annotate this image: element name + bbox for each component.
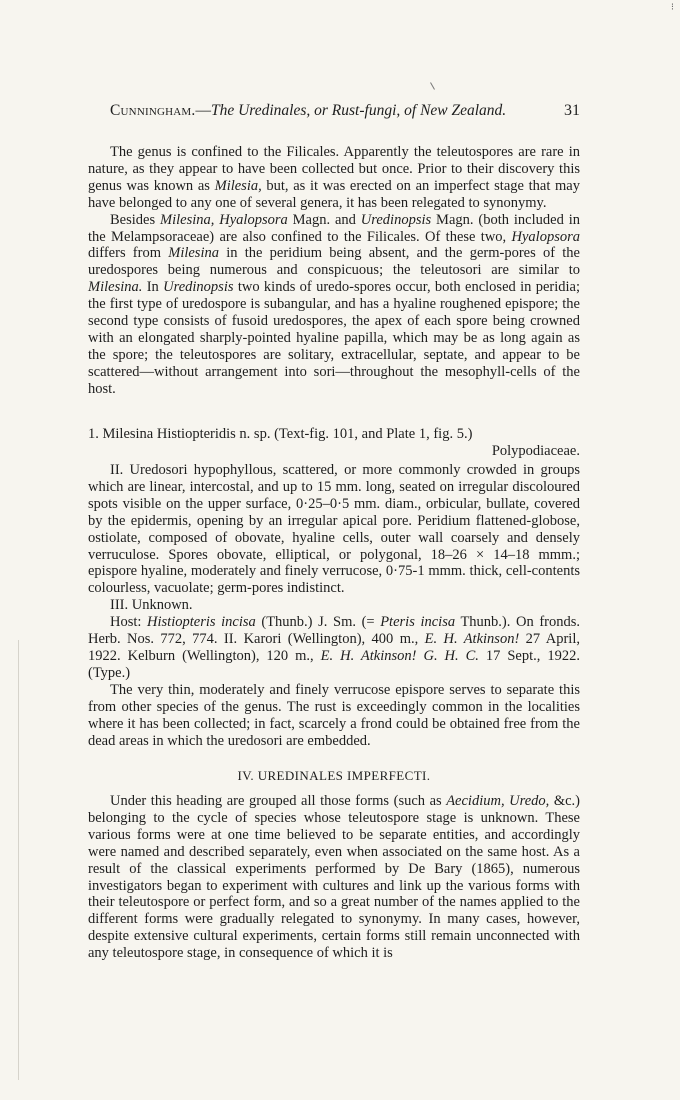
text-run: two kinds of uredo-spores occur, both enclosed in peridia; the first type of uredospore is subangular, and has a hyaline roughened epispore; the second type consists of fusoid uredospores, the apex of each spore being crowned with an elongated sharply-pointed hyaline papilla, which may be as long again as the spore; the teleutospores are solitary, extracellular, septate, and appear to be scattered—without arrangement into sori—throughout the mesophyll-cells of the host. (88, 279, 580, 397)
text-run: III. Unknown. (110, 597, 193, 614)
text-run: Magn. (both included in the Melampsoraceae) are also confined to the Filicales. Of these two, (88, 211, 580, 245)
text-run: but, as it was erected on an imperfect stage that may have belonged to any one of several genera, it has been relegated to synonymy. (88, 177, 580, 211)
italic-run: E. H. Atkinson! G. H. C. (320, 647, 479, 664)
species-family: Polypodiaceae. (491, 442, 580, 459)
italic-run: Milesia, (214, 177, 262, 194)
text-run: (Thunb.) J. Sm. (= (255, 614, 381, 631)
paragraph-imperfecti (88, 793, 580, 962)
text-run: Besides (110, 211, 160, 228)
text-run: The very thin, moderately and finely verrucose epispore serves to separate this from other species of the genus. The rust is exceedingly common in the localities where it has been collected; in fact, scarcely a frond could be obtained free from the dead areas in which the uredosori are embedded. (88, 681, 580, 749)
running-header (110, 102, 580, 120)
italic-run: Aecidium, Uredo, (446, 793, 550, 809)
text-run: Under this heading are grouped all those forms (such as (110, 793, 447, 809)
text-run: 27 April, 1922. Kelburn (Wellington), 120 m., (88, 631, 580, 664)
italic-run: Milesina (168, 245, 219, 262)
text-run: Host: (110, 614, 148, 631)
scan-mark (430, 82, 435, 89)
paragraph-unknown (88, 597, 580, 614)
species-description-block (88, 462, 580, 749)
section-heading: IV. UREDINALES IMPERFECTI. (237, 768, 431, 783)
intro-text-block (88, 144, 580, 398)
paragraph-genus (88, 144, 580, 212)
margin-rule (18, 640, 19, 1080)
text-run: The genus is confined to the Filicales. Apparently the teleutospores are rare in nature, as they appear to have been collected but once. Prior to their discovery this genus was known as (88, 144, 580, 194)
header-journal-title: The Uredinales, or Rust-fungi, of New Zealand. (210, 102, 507, 119)
text-run: 17 Sept., 1922. (Type.) (88, 647, 580, 681)
text-run: &c.) belonging to the cycle of species whose teleutospore stage is unknown. These various forms were at one time believed to be separate entities, and accordingly were named and described separately, even when associated on the same host. As a result of the classical experiments performed by De Bary (1865), numerous investigators began to experiment with cultures and link up the various forms with their teleutospore or perfect form, and so a great number of the names applied to the different forms were gradually relegated to synonymy. In many cases, however, despite extensive cultural experiments, certain forms still remain unconnected with any teleutospore stage, in consequence of which it is (88, 793, 580, 962)
species-heading-block (88, 426, 580, 460)
text-run: Magn. and (287, 211, 361, 228)
italic-run: E. H. Atkinson! (424, 631, 520, 648)
imperfecti-text-block (88, 793, 580, 962)
italic-run: Hyalopsora (511, 228, 580, 245)
italic-run: Uredinopsis (163, 279, 234, 296)
italic-run: Milesina. (88, 279, 143, 296)
italic-run: Histiopteris incisa (147, 614, 256, 631)
text-run: in the peridium being absent, and the germ-pores of the uredospores being numerous and conspicuous; the teleutosori are similar to (88, 245, 580, 279)
text-run: differs from (88, 245, 169, 262)
italic-run: Uredinopsis (360, 211, 432, 228)
species-heading: 1. Milesina Histiopteridis n. sp. (Text-fig. 101, and Plate 1, fig. 5.) (88, 426, 473, 442)
page-number: 31 (564, 102, 580, 119)
paragraph-besides (88, 212, 580, 398)
paragraph-host (88, 614, 580, 682)
text-run: In (142, 279, 164, 296)
text-run: Thunb.). On fronds. Herb. Nos. 772, 774. II. Karori (Wellington), 400 m., (88, 614, 580, 648)
paragraph-epispore (88, 682, 580, 750)
text-run: II. Uredosori hypophyllous, scattered, or more commonly crowded in groups which are linear, intercostal, and up to 15 mm. long, seated on irregular discoloured spots visible on the upper surface, 0·25–0·5 mm. diam., orbicular, bullate, covered by the epidermis, opening by an irregular apical pore. Peridium flattened-globose, ostiolate, composed of obovate, hyaline cells, outer wall coarsely and densely verruculose. Spores obovate, elliptical, or polygonal, 18–26 × 14–18 mmm.; epispore hyaline, moderately and finely verrucose, 0·75-1 mmm. thick, cell-contents colourless, vacuolate; germ-pores indistinct. (88, 462, 580, 597)
corner-mark: ⁝ (670, 2, 674, 13)
header-title: Cunningham.—The Uredinales, or Rust-fungi, of New Zealand. (110, 102, 507, 119)
paragraph-uredosori (88, 462, 580, 597)
italic-run: Milesina, Hyalopsora (160, 211, 288, 228)
italic-run: Pteris incisa (380, 614, 456, 631)
header-author: Cunningham. (110, 102, 196, 119)
